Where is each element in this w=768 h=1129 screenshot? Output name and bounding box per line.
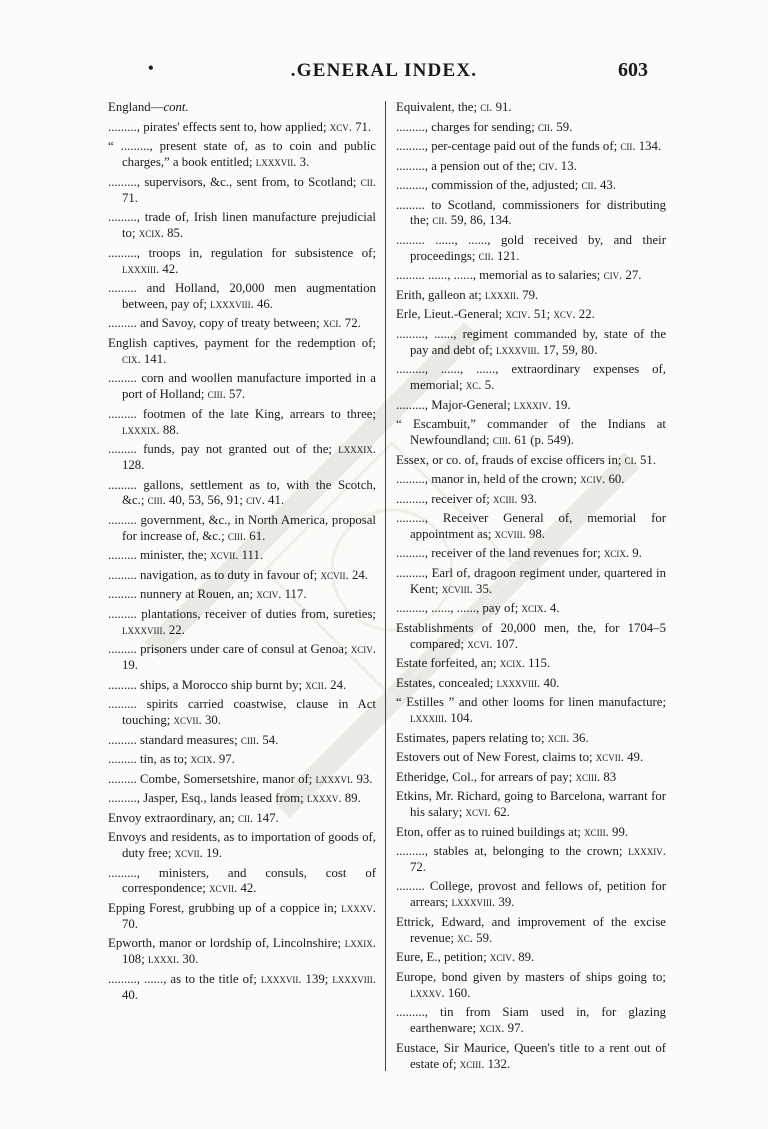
index-entry: ......... nunnery at Rouen, an; xciv. 117. (108, 587, 307, 602)
index-entry: ........., Jasper, Esq., lands leased from; lxxxv. 89. (108, 791, 361, 806)
index-entry: Epping Forest, grubbing up of a coppice in; lxxxv. 70. (108, 900, 376, 931)
index-entry: Ettrick, Edward, and improvement of the excise revenue; xc. 59. (396, 914, 666, 945)
index-entry: ........., per-centage paid out of the funds of; cii. 134. (396, 139, 662, 153)
index-entry: English captives, payment for the redemption of; cix. 141. (108, 335, 376, 366)
index-entry: ......... to Scotland, commissioners for distributing the; cii. 59, 86, 134. (396, 197, 666, 228)
index-entry: ......... footmen of the late King, arrears to three; lxxxix. 88. (108, 406, 376, 437)
index-entry: ........., Earl of, dragoon regiment under, quartered in Kent; xcviii. 35. (396, 565, 666, 596)
index-entry: “ Escambuit,” commander of the Indians at Newfoundland; ciii. 61 (p. 549). (396, 417, 666, 448)
index-entry: ......... minister, the; xcvii. 111. (108, 548, 264, 563)
index-entry: ......... tin, as to; xcix. 97. (108, 752, 235, 767)
index-entry: ......... and Savoy, copy of treaty between; xci. 72. (108, 316, 361, 331)
index-entry: ......... standard measures; ciii. 54. (108, 732, 279, 747)
index-entry: ........., receiver of; xciii. 93. (396, 491, 537, 506)
index-entry: ......... plantations, receiver of duties from, sureties; lxxxviii. 22. (108, 606, 376, 637)
index-entry: ........., commission of the, adjusted; cii. 43. (396, 178, 616, 192)
index-entry: ......... government, &c., in North America, proposal for increase of, &c.; ciii. 61. (108, 512, 376, 543)
index-entry: Erith, galleon at; lxxxii. 79. (396, 287, 539, 302)
index-entry: ........., tin from Siam used in, for glazing earthenware; xcix. 97. (396, 1005, 666, 1036)
index-entry: Estates, concealed; lxxxviii. 40. (396, 675, 560, 690)
header-ornament: • (148, 60, 154, 77)
index-entry: ........., Major-General; lxxxiv. 19. (396, 397, 571, 412)
index-entry: Eure, E., petition; xciv. 89. (396, 950, 535, 965)
index-entry: ......... ships, a Morocco ship burnt by; xcii. 24. (108, 677, 347, 692)
index-entry: ........., trade of, Irish linen manufacture prejudicial to; xcix. 85. (108, 210, 376, 241)
index-entry: Etkins, Mr. Richard, going to Barcelona, warrant for his salary; xcvi. 62. (396, 789, 666, 820)
index-entry: Eustace, Sir Maurice, Queen's title to a rent out of estate of; xciii. 132. (396, 1040, 666, 1071)
index-entry: Envoy extraordinary, an; cii. 147. (108, 810, 279, 825)
index-entry: ......... corn and woollen manufacture imported in a port of Holland; ciii. 57. (108, 371, 376, 402)
index-entry: ......... prisoners under care of consul at Genoa; xciv. 19. (108, 642, 376, 673)
index-column-left (108, 100, 376, 1007)
index-entry: Establishments of 20,000 men, the, for 1704–5 compared; xcvi. 107. (396, 620, 666, 651)
column-divider (385, 101, 386, 1071)
index-entry: ........., manor in, held of the crown; xciv. 60. (396, 472, 625, 487)
index-entry: ........., ......, regiment commanded by, state of the pay and debt of; lxxxviii. 17, 59, 80. (396, 326, 666, 357)
page-number: 603 (618, 59, 648, 81)
index-column-right (396, 100, 666, 1076)
index-entry: ......... ......, ......, gold received by, and their proceedings; cii. 121. (396, 232, 666, 263)
index-entry: Essex, or co. of, frauds of excise officers in; ci. 51. (396, 452, 657, 467)
index-entry: Erle, Lieut.-General; xciv. 51; xcv. 22. (396, 307, 595, 322)
index-entry: “ Estilles ” and other looms for linen manufacture; lxxxiii. 104. (396, 695, 666, 726)
page-title: .GENERAL INDEX. (290, 60, 478, 81)
index-entry: ........., receiver of the land revenues for; xcix. 9. (396, 546, 642, 561)
index-entry: ......... funds, pay not granted out of the; lxxxix. 128. (108, 442, 376, 473)
index-entry: ........., ......, ......, extraordinary expenses of, memorial; xc. 5. (396, 362, 666, 393)
index-entry: England—cont. (108, 100, 189, 114)
index-entry: ......... gallons, settlement as to, with the Scotch, &c.; ciii. 40, 53, 56, 91; civ. 41. (108, 477, 376, 508)
index-entry: ......... spirits carried coastwise, clause in Act touching; xcvii. 30. (108, 697, 376, 728)
index-entry: Estate forfeited, an; xcix. 115. (396, 656, 551, 671)
index-entry: Etheridge, Col., for arrears of pay; xciii. 83 (396, 769, 617, 784)
index-entry: ........., ministers, and consuls, cost of correspondence; xcvii. 42. (108, 865, 376, 896)
index-entry: Estimates, papers relating to; xcii. 36. (396, 730, 589, 745)
page-header (0, 58, 768, 88)
index-entry: Epworth, manor or lordship of, Lincolnshire; lxxix. 108; lxxxi. 30. (108, 936, 376, 967)
index-entry: ........., a pension out of the; civ. 13. (396, 158, 577, 173)
index-entry: ........., Receiver General of, memorial for appointment as; xcviii. 98. (396, 511, 666, 541)
index-entry: Eton, offer as to ruined buildings at; xciii. 99. (396, 824, 629, 839)
index-entry: ......... and Holland, 20,000 men augmentation between, pay of; lxxxviii. 46. (108, 281, 376, 311)
index-entry: ......... navigation, as to duty in favour of; xcvii. 24. (108, 567, 368, 582)
index-entry: ........., ......, as to the title of; lxxxvii. 139; lxxxviii. 40. (108, 971, 376, 1002)
index-entry: ........., pirates' effects sent to, how applied; xcv. 71. (108, 119, 372, 134)
index-entry: Equivalent, the; ci. 91. (396, 100, 512, 114)
index-entry: Envoys and residents, as to importation of goods of, duty free; xcvii. 19. (108, 830, 376, 860)
index-entry: “ ........., present state of, as to coin and public charges,” a book entitled; lxxxvii. 3. (108, 139, 376, 170)
index-entry: ......... ......, ......, memorial as to salaries; civ. 27. (396, 268, 642, 283)
index-entry: ......... College, provost and fellows of, petition for arrears; lxxxviii. 39. (396, 879, 666, 910)
index-entry: Estovers out of New Forest, claims to; xcvii. 49. (396, 750, 644, 765)
index-entry: Europe, bond given by masters of ships going to; lxxxv. 160. (396, 969, 666, 1000)
index-entry: ........., troops in, regulation for subsistence of; lxxxiii. 42. (108, 245, 376, 276)
index-entry: ........., ......, ......, pay of; xcix. 4. (396, 601, 560, 616)
index-entry: ........., supervisors, &c., sent from, to Scotland; cii. 71. (108, 174, 376, 205)
index-entry: ........., stables at, belonging to the crown; lxxxiv. 72. (396, 844, 666, 874)
index-entry: ......... Combe, Somersetshire, manor of; lxxxvi. 93. (108, 771, 373, 786)
index-entry: ........., charges for sending; cii. 59. (396, 119, 573, 134)
